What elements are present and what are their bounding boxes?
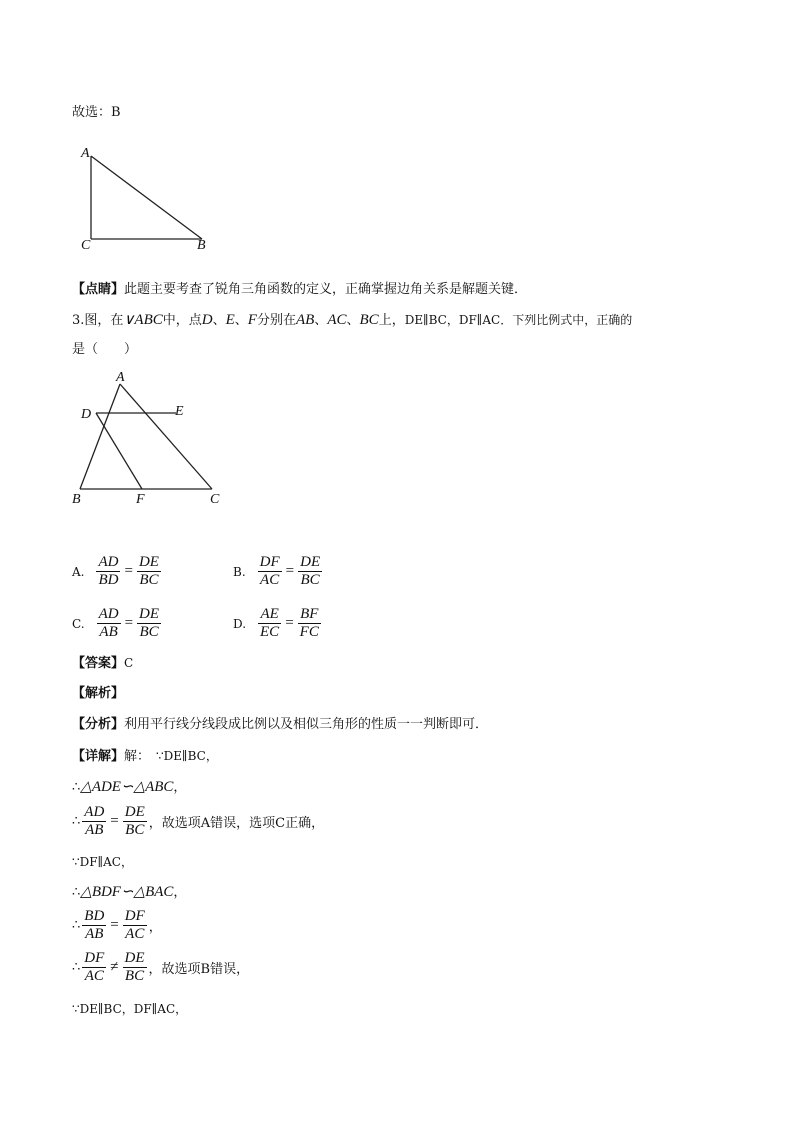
question-3-stem-line2: 是（ ） xyxy=(72,342,138,357)
vertex-label-e: E xyxy=(175,404,184,419)
stem-text-2: 中，点 xyxy=(162,313,202,328)
answer-value: C xyxy=(124,656,134,670)
step-1: ∵DE∥BC， xyxy=(156,749,218,763)
option-c-label: C. xyxy=(72,616,85,631)
segment-ab: AB xyxy=(295,312,315,328)
option-a[interactable] xyxy=(72,554,163,589)
step-2: ∴△ADE∽△ABC， xyxy=(72,779,187,795)
answer-tag: 【答案】 xyxy=(72,656,125,671)
analysis-head-tag: 【分析】 xyxy=(72,717,125,732)
option-b-label: B. xyxy=(233,564,246,579)
fraction: $\frac{DE}{BC}$ xyxy=(138,554,159,588)
vertex-label-a: A xyxy=(116,370,125,385)
comment-tag: 【点睛】 xyxy=(72,282,125,297)
fraction: $\frac{AE}{EC}$ xyxy=(260,606,280,640)
segment-ac: AC xyxy=(327,312,347,328)
comment-text: 此题主要考查了锐角三角函数的定义，正确掌握边角关系是解题关键． xyxy=(124,282,528,297)
detail-lead: 解： xyxy=(124,749,151,764)
analysis-head-text: 利用平行线分线段成比例以及相似三角形的性质一一判断即可． xyxy=(124,717,489,732)
fraction: $\frac{DE}{BC}$ xyxy=(124,950,145,984)
point-f: F xyxy=(247,312,257,328)
fraction: $\frac{DE}{BC}$ xyxy=(124,804,145,838)
equals-sign: = xyxy=(110,917,119,933)
separator: 、 xyxy=(212,313,226,328)
stem-text-1: 图，在 xyxy=(84,313,124,328)
step-4: ∵DF∥AC， xyxy=(72,855,133,869)
option-c[interactable] xyxy=(72,606,163,641)
step-3-text: ，故选项A错误，选项C正确， xyxy=(148,816,325,831)
vertex-label-b: B xyxy=(197,238,206,253)
detail-line xyxy=(72,747,218,766)
fraction: $\frac{DF}{AC}$ xyxy=(84,950,105,984)
similarity-statement: △ADE∽△ABC xyxy=(80,779,174,795)
point-d: D xyxy=(201,312,213,328)
option-b[interactable] xyxy=(233,554,324,589)
answer-line xyxy=(72,654,133,673)
option-d-label: D. xyxy=(233,616,247,631)
similarity-statement: △BDF∽△BAC xyxy=(80,884,174,900)
step-7: ∴ $\frac{DF}{AC}$ ≠ $\frac{DE}{BC}$ ，故选项B错误， xyxy=(72,950,250,984)
not-equals-sign: ≠ xyxy=(110,959,119,975)
detail-tag: 【详解】 xyxy=(72,749,125,764)
step-5: ∴△BDF∽△BAC， xyxy=(72,884,187,900)
equals-sign: = xyxy=(110,813,119,829)
point-e: E xyxy=(225,312,235,328)
equals-sign: = xyxy=(124,615,134,631)
fraction: $\frac{AD}{AB}$ xyxy=(84,804,105,838)
question-3-stem xyxy=(72,311,632,330)
option-a-label: A. xyxy=(72,564,85,579)
vertex-label-c: C xyxy=(210,492,220,507)
stem-text-3: 分别在 xyxy=(256,313,296,328)
fraction: $\frac{BD}{AB}$ xyxy=(84,908,105,942)
option-d[interactable] xyxy=(233,606,323,641)
equals-sign: = xyxy=(285,615,294,631)
previous-answer-line: 故选：B xyxy=(72,105,121,120)
fraction: $\frac{AD}{AB}$ xyxy=(98,606,119,640)
segment-bc: BC xyxy=(359,312,379,328)
question-number: 3. xyxy=(72,313,85,328)
equals-sign: = xyxy=(124,563,133,579)
fraction: $\frac{DE}{BC}$ xyxy=(300,554,321,588)
vertex-label-b: B xyxy=(72,492,81,507)
triangle-symbol: ∨ABC xyxy=(123,312,163,328)
fraction: $\frac{BF}{FC}$ xyxy=(299,606,319,640)
stem-text-4: 上， xyxy=(378,313,405,328)
step-3: ∴ $\frac{AD}{AB}$ = $\frac{DE}{BC}$ ，故选项A错误，选项C正确， xyxy=(72,804,325,838)
step-8: ∵DE∥BC，DF∥AC， xyxy=(72,1002,188,1016)
analysis-tag: 【解析】 xyxy=(72,686,125,701)
fraction: $\frac{DF}{AC}$ xyxy=(124,908,145,942)
vertex-label-c: C xyxy=(81,238,91,253)
equals-sign: = xyxy=(285,563,295,579)
stem-condition: DE∥BC，DF∥AC．下列比例式中，正确的 xyxy=(404,313,633,327)
step-7-text: ，故选项B错误， xyxy=(148,962,250,977)
fraction: $\frac{AD}{BD}$ xyxy=(98,554,119,588)
vertex-label-d: D xyxy=(81,407,92,422)
comment-paragraph xyxy=(72,281,527,299)
separator: 、 xyxy=(314,313,328,328)
step-6: ∴ $\frac{BD}{AB}$ = $\frac{DF}{AC}$ ， xyxy=(72,908,162,942)
triangle-abc-figure xyxy=(66,366,232,508)
separator: 、 xyxy=(234,313,248,328)
fraction: $\frac{DE}{BC}$ xyxy=(139,606,160,640)
separator: 、 xyxy=(346,313,360,328)
right-triangle-figure xyxy=(76,143,216,255)
vertex-label-f: F xyxy=(136,492,145,507)
analysis-summary xyxy=(72,716,488,734)
fraction: $\frac{DF}{AC}$ xyxy=(259,554,280,588)
vertex-label-a: A xyxy=(81,146,90,161)
